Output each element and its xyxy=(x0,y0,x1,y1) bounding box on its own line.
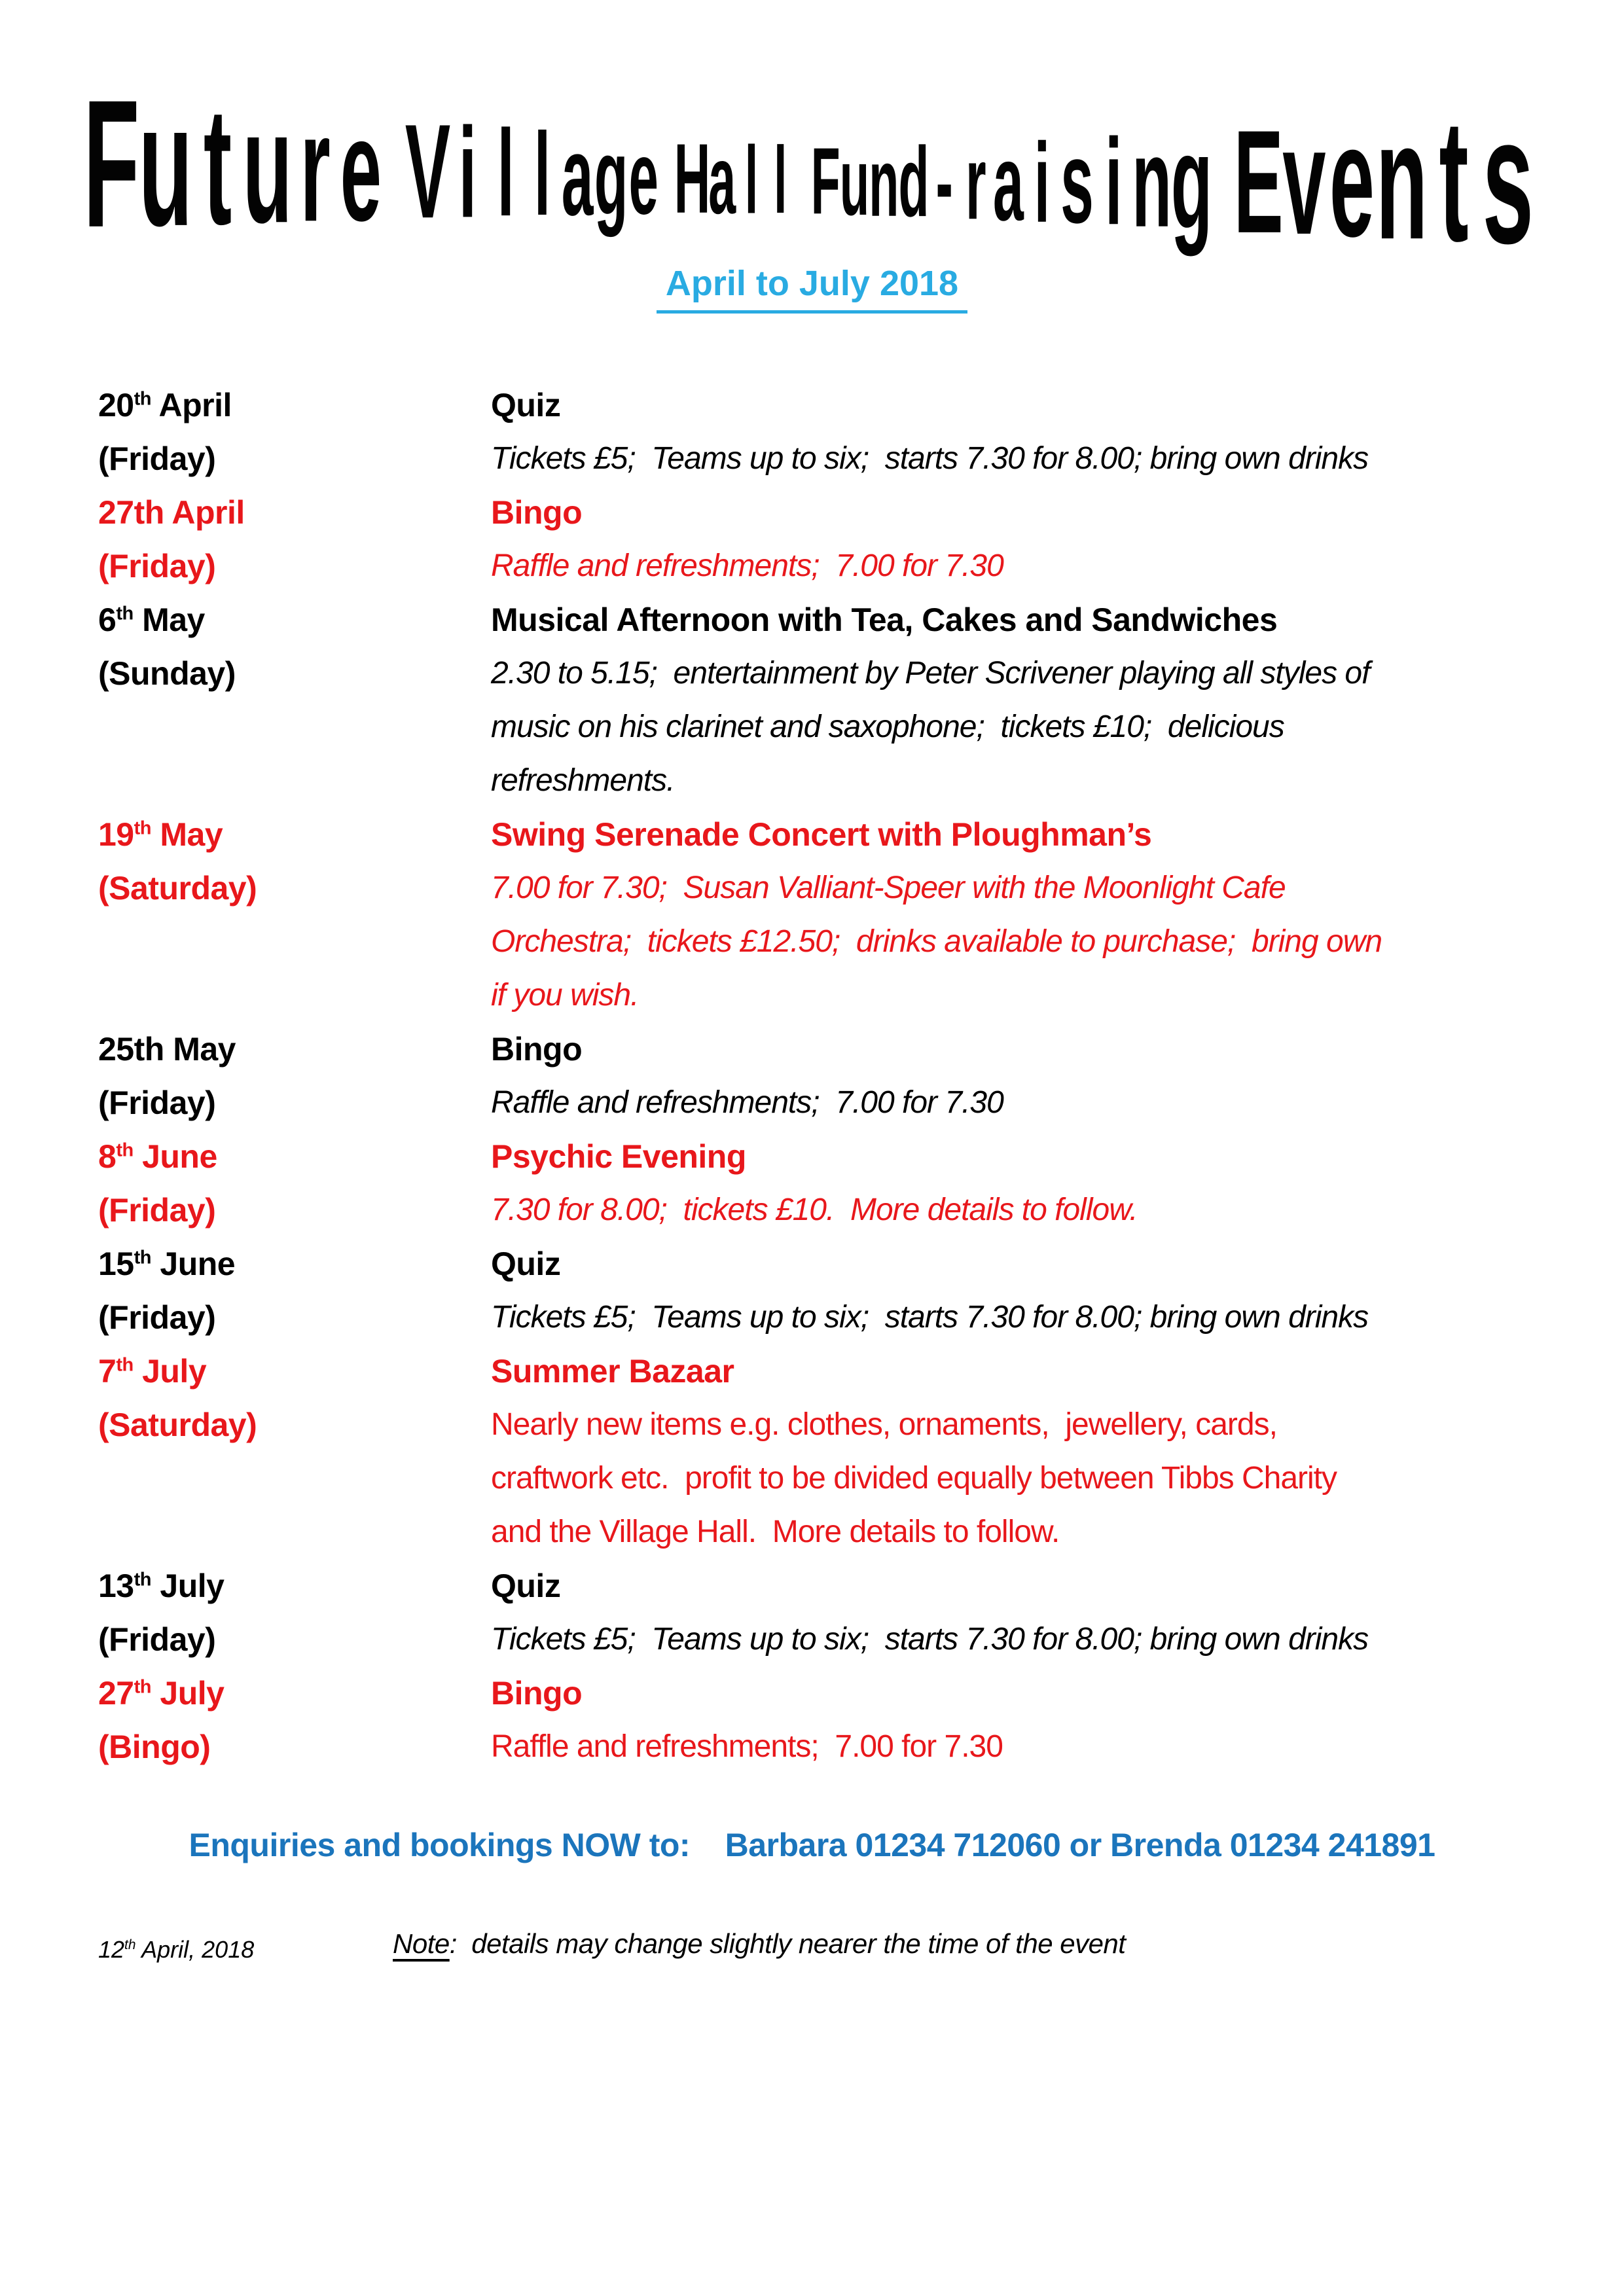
event-day-text: (Friday) xyxy=(98,1192,216,1229)
event-row xyxy=(98,1505,1585,1559)
spacer-cell xyxy=(98,700,491,754)
subtitle xyxy=(0,263,1624,314)
event-title-text: Quiz xyxy=(491,1246,561,1282)
event-row xyxy=(98,593,1585,647)
event-description-line xyxy=(491,1398,1585,1452)
event-title xyxy=(491,1130,1585,1183)
event-day xyxy=(98,1720,491,1774)
title-letter: v xyxy=(1282,96,1326,267)
title-letter: l xyxy=(744,126,759,234)
event-day xyxy=(98,1183,491,1237)
spacer-cell xyxy=(98,915,491,969)
title-letter: n xyxy=(1375,87,1428,274)
title-letter: H xyxy=(674,123,711,234)
event-row xyxy=(98,539,1585,593)
title-letter: E xyxy=(1233,99,1284,264)
event-day-text: (Friday) xyxy=(98,1299,216,1336)
title-letter: a xyxy=(708,124,736,234)
event-date-text: 13 xyxy=(98,1568,134,1604)
event-title-text: Bingo xyxy=(491,1675,583,1712)
event-day-text: (Saturday) xyxy=(98,870,257,906)
event-description-text: Orchestra; tickets £12.50; drinks available to purchase; bring own xyxy=(491,924,1382,959)
event-description-line xyxy=(491,754,1585,808)
event-title xyxy=(491,593,1585,647)
event-date-text: April xyxy=(151,387,232,423)
event-day xyxy=(98,1291,491,1344)
spacer-cell xyxy=(98,969,491,1022)
event-description-line xyxy=(491,1505,1585,1559)
event-row xyxy=(98,1720,1585,1774)
event-day xyxy=(98,1398,491,1452)
footer-date-ordinal-suffix: th xyxy=(124,1937,136,1952)
event-day-text: (Sunday) xyxy=(98,655,236,692)
spacer-cell xyxy=(98,754,491,808)
event-title xyxy=(491,1022,1585,1076)
event-description-line xyxy=(491,915,1585,969)
event-description-line xyxy=(491,700,1585,754)
date-ordinal-suffix: th xyxy=(134,1676,151,1698)
event-date xyxy=(98,378,491,432)
title-letter: g xyxy=(594,115,628,238)
title-letter: r xyxy=(965,124,986,242)
event-title xyxy=(491,486,1585,539)
spacer-cell xyxy=(98,1452,491,1505)
event-description-line xyxy=(491,969,1585,1022)
event-date-text: 20 xyxy=(98,387,134,423)
title-letter: l xyxy=(533,109,551,241)
event-row xyxy=(98,486,1585,539)
event-date-text: 8 xyxy=(98,1138,117,1175)
date-ordinal-suffix: th xyxy=(134,388,151,410)
event-day-text: (Friday) xyxy=(98,440,216,477)
event-date-text: June xyxy=(133,1138,217,1175)
event-row xyxy=(98,378,1585,432)
event-row xyxy=(98,1344,1585,1398)
event-row xyxy=(98,754,1585,808)
event-row xyxy=(98,1452,1585,1505)
date-ordinal-suffix: th xyxy=(134,1247,151,1268)
event-row xyxy=(98,1130,1585,1183)
event-row xyxy=(98,1559,1585,1613)
date-ordinal-suffix: th xyxy=(134,1569,151,1590)
event-row xyxy=(98,1666,1585,1720)
event-title xyxy=(491,378,1585,432)
footer-date-text: 12 xyxy=(98,1936,125,1963)
title-letter: u xyxy=(839,128,870,236)
event-title-text: Summer Bazaar xyxy=(491,1353,734,1390)
event-title-text: Quiz xyxy=(491,1568,561,1604)
event-description-text: Tickets £5; Teams up to six; starts 7.30 for 8.00; bring own drinks xyxy=(491,1300,1369,1335)
note-text: : details may change slightly nearer the time of the event xyxy=(449,1928,1126,1959)
enquiries-text: Enquiries and bookings NOW to: Barbara 01234 712060 or Brenda 01234 241891 xyxy=(189,1827,1435,1863)
event-description-text: Raffle and refreshments; 7.00 for 7.30 xyxy=(491,548,1003,583)
title-letter: s xyxy=(1482,78,1534,282)
event-row xyxy=(98,861,1585,915)
date-ordinal-suffix: th xyxy=(134,817,151,839)
event-title xyxy=(491,1344,1585,1398)
event-date xyxy=(98,1237,491,1291)
event-title xyxy=(491,1559,1585,1613)
event-date-text: 7 xyxy=(98,1353,117,1390)
event-date-text: July xyxy=(151,1568,225,1604)
event-description-line xyxy=(491,1076,1585,1130)
event-description-line xyxy=(491,1452,1585,1505)
title-letter: e xyxy=(1329,91,1375,271)
event-date xyxy=(98,1559,491,1613)
date-ordinal-suffix: th xyxy=(116,603,134,624)
event-description-line xyxy=(491,647,1585,700)
subtitle-text: April to July 2018 xyxy=(657,263,967,314)
title-letter: l xyxy=(774,128,787,234)
title-letter: g xyxy=(1170,107,1213,257)
event-date-text: 6 xyxy=(98,601,117,638)
event-date xyxy=(98,593,491,647)
event-description-text: craftwork etc. profit to be divided equally between Tibbs Charity xyxy=(491,1461,1337,1496)
event-row xyxy=(98,432,1585,486)
event-date xyxy=(98,1666,491,1720)
note-label: Note xyxy=(393,1928,450,1959)
event-description-text: 2.30 to 5.15; entertainment by Peter Scrivener playing all styles of xyxy=(491,656,1370,691)
event-description-line xyxy=(491,861,1585,915)
spacer-cell xyxy=(98,1505,491,1559)
event-date xyxy=(98,1022,491,1076)
event-row xyxy=(98,1022,1585,1076)
footer-note xyxy=(393,1928,1125,1960)
event-title-text: Musical Afternoon with Tea, Cakes and Sandwiches xyxy=(491,601,1278,638)
event-description-text: Raffle and refreshments; 7.00 for 7.30 xyxy=(491,1729,1003,1764)
title-letter: - xyxy=(935,125,953,240)
event-row xyxy=(98,1183,1585,1237)
event-date xyxy=(98,808,491,861)
footer-date-text: April, 2018 xyxy=(135,1936,255,1963)
event-description-line xyxy=(491,1291,1585,1344)
event-date-text: July xyxy=(133,1353,207,1390)
title-letter: l xyxy=(497,105,514,242)
title-letter: s xyxy=(1060,117,1094,248)
title-letter: u xyxy=(242,77,293,257)
event-row xyxy=(98,915,1585,969)
event-day-text: (Saturday) xyxy=(98,1407,257,1443)
event-day-text: (Friday) xyxy=(98,1085,216,1121)
event-title xyxy=(491,1666,1585,1720)
event-date-text: July xyxy=(151,1675,225,1712)
event-description-text: if you wish. xyxy=(491,978,639,1013)
event-description-text: Nearly new items e.g. clothes, ornaments, jewellery, cards, xyxy=(491,1407,1277,1442)
title-letter: e xyxy=(628,118,659,236)
events-list xyxy=(98,378,1585,1774)
title-letter: F xyxy=(810,128,840,234)
event-day xyxy=(98,647,491,700)
event-description-text: 7.00 for 7.30; Susan Valliant-Speer with the Moonlight Cafe xyxy=(491,870,1286,905)
title-letter: n xyxy=(869,127,899,237)
footer-date xyxy=(98,1936,254,1964)
event-description-text: 7.30 for 8.00; tickets £10. More details to follow. xyxy=(491,1193,1138,1227)
event-date-text: 15 xyxy=(98,1246,134,1282)
event-date-text: May xyxy=(151,816,223,853)
event-date xyxy=(98,486,491,539)
event-date xyxy=(98,1344,491,1398)
title-letter: F xyxy=(83,62,140,266)
title-letter: a xyxy=(992,122,1024,243)
event-date xyxy=(98,1130,491,1183)
event-description-text: and the Village Hall. More details to follow. xyxy=(491,1515,1060,1549)
event-title-text: Swing Serenade Concert with Ploughman’s xyxy=(491,816,1152,853)
title-letter: r xyxy=(300,82,331,254)
event-date-text: May xyxy=(133,601,205,638)
event-title xyxy=(491,1237,1585,1291)
event-row xyxy=(98,647,1585,700)
event-row xyxy=(98,1076,1585,1130)
event-description-line xyxy=(491,539,1585,593)
enquiries-line xyxy=(0,1826,1624,1864)
page-title-wordart xyxy=(0,0,1624,288)
event-description-text: Tickets £5; Teams up to six; starts 7.30 for 8.00; bring own drinks xyxy=(491,1622,1369,1657)
event-row xyxy=(98,1398,1585,1452)
event-description-line xyxy=(491,1720,1585,1774)
event-description-text: music on his clarinet and saxophone; tickets £10; delicious xyxy=(491,709,1284,744)
event-day-text: (Friday) xyxy=(98,1621,216,1658)
event-day-text: (Friday) xyxy=(98,548,216,584)
event-row xyxy=(98,1237,1585,1291)
event-day xyxy=(98,432,491,486)
event-date-text: 19 xyxy=(98,816,134,853)
event-title-text: Bingo xyxy=(491,1031,583,1067)
event-day xyxy=(98,861,491,915)
title-letter: u xyxy=(138,67,193,262)
title-letter: t xyxy=(203,73,232,260)
title-letter: V xyxy=(405,97,451,247)
footer xyxy=(0,1928,1624,1994)
event-title-text: Quiz xyxy=(491,387,561,423)
title-letter: n xyxy=(1132,111,1172,254)
event-row xyxy=(98,1613,1585,1666)
event-row xyxy=(98,700,1585,754)
event-row xyxy=(98,969,1585,1022)
event-day xyxy=(98,1076,491,1130)
event-title-text: Bingo xyxy=(491,494,583,531)
event-description-line xyxy=(491,432,1585,486)
title-letter: a xyxy=(561,112,594,239)
event-date-text: 27 xyxy=(98,1675,134,1712)
event-row xyxy=(98,1291,1585,1344)
date-ordinal-suffix: th xyxy=(116,1354,134,1376)
event-description-text: Raffle and refreshments; 7.00 for 7.30 xyxy=(491,1085,1003,1120)
event-date-text: 25th May xyxy=(98,1031,236,1067)
event-title-text: Psychic Evening xyxy=(491,1138,746,1175)
title-letter: e xyxy=(340,87,382,252)
title-letter: i xyxy=(458,101,477,244)
title-letter: i xyxy=(1105,114,1123,251)
event-description-line xyxy=(491,1183,1585,1237)
event-day xyxy=(98,539,491,593)
title-letter: d xyxy=(898,126,929,238)
event-day xyxy=(98,1613,491,1666)
title-letter: t xyxy=(1439,82,1469,278)
event-date-text: June xyxy=(151,1246,236,1282)
date-ordinal-suffix: th xyxy=(116,1139,134,1161)
event-description-text: Tickets £5; Teams up to six; starts 7.30 for 8.00; bring own drinks xyxy=(491,441,1369,476)
event-description-line xyxy=(491,1613,1585,1666)
event-date-text: 27th April xyxy=(98,494,245,531)
event-day-text: (Bingo) xyxy=(98,1729,211,1765)
title-letter: i xyxy=(1034,119,1051,246)
event-description-text: refreshments. xyxy=(491,763,675,798)
event-row xyxy=(98,808,1585,861)
event-title xyxy=(491,808,1585,861)
